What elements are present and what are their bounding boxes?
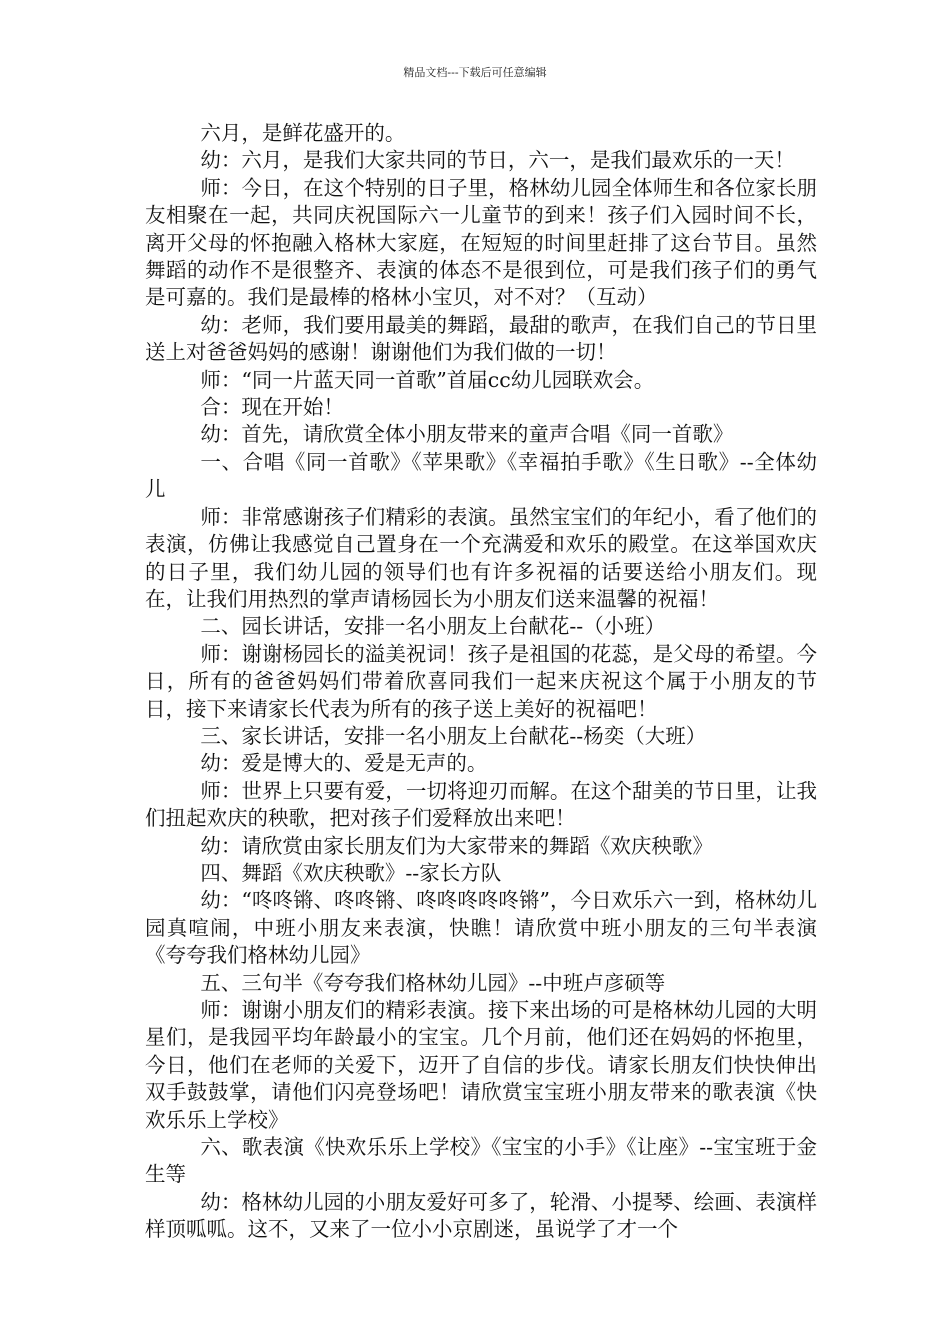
paragraph: 幼：首先，请欣赏全体小朋友带来的童声合唱《同一首歌》 [200,422,734,447]
paragraph: 幼：老师，我们要用最美的舞蹈，最甜的歌声，在我们自己的节日里送上对爸爸妈妈的感谢！谢谢他们为我们做的一切！ [145,312,817,365]
paragraph: 合：现在开始！ [200,395,344,420]
program-item-heading: 二、园长讲话，安排一名小朋友上台献花--（小班） [200,614,666,639]
paragraph: 师：世界上只要有爱，一切将迎刃而解。在这个甜美的节日里，让我们扭起欢庆的秧歌，把对孩子们爱释放出来吧！ [145,778,817,831]
paragraph: 师：谢谢杨园长的溢美祝词！孩子是祖国的花蕊，是父母的希望。今日，所有的爸爸妈妈们带着欣喜同我们一起来庆祝这个属于小朋友的节日，接下来请家长代表为所有的孩子送上美好的祝福吧！ [145,641,817,721]
paragraph: 师：非常感谢孩子们精彩的表演。虽然宝宝们的年纪小，看了他们的表演，仿佛让我感觉自己置身在一个充满爱和欢乐的殿堂。在这举国欢庆的日子里，我们幼儿园的领导们也有许多祝福的话要送给小朋友们。现在，让我们用热烈的掌声请杨园长为小朋友们送来温馨的祝福！ [145,504,817,611]
paragraph: 幼：“咚咚锵、咚咚锵、咚咚咚咚咚锵”，今日欢乐六一到，格林幼儿园真喧闹，中班小朋友来表演，快瞧！请欣赏中班小朋友的三句半表演《夸夸我们格林幼儿园》 [145,888,817,968]
paragraph: 幼：爱是博大的、爱是无声的。 [200,751,488,776]
paragraph: 师：今日，在这个特别的日子里，格林幼儿园全体师生和各位家长朋友相聚在一起，共同庆祝国际六一儿童节的到来！孩子们入园时间不长，离开父母的怀抱融入格林大家庭，在短短的时间里赶排了这台节目。虽然舞蹈的动作不是很整齐、表演的体态不是很到位，可是我们孩子们的勇气是可嘉的。我们是最棒的格林小宝贝，对不对？（互动） [145,175,817,310]
document-body [145,120,817,1244]
paragraph: 幼：请欣赏由家长朋友们为大家带来的舞蹈《欢庆秧歌》 [200,833,713,858]
document-header: 精品文档---下载后可任意编辑 [403,66,547,79]
program-item-heading: 五、三句半《夸夸我们格林幼儿园》--中班卢彦硕等 [200,970,666,995]
paragraph: 幼：六月，是我们大家共同的节日，六一，是我们最欢乐的一天！ [200,148,795,173]
program-item-heading: 四、舞蹈《欢庆秧歌》--家长方队 [200,860,502,885]
paragraph: 师：谢谢小朋友们的精彩表演。接下来出场的可是格林幼儿园的大明星们，是我园平均年龄最小的宝宝。几个月前，他们还在妈妈的怀抱里，今日，他们在老师的关爱下，迈开了自信的步伐。请家长朋友们快快伸出双手鼓鼓掌，请他们闪亮登场吧！请欣赏宝宝班小朋友带来的歌表演《快欢乐乐上学校》 [145,998,817,1132]
paragraph: 六月，是鲜花盛开的。 [200,121,406,145]
program-item-heading: 六、歌表演《快欢乐乐上学校》《宝宝的小手》《让座》--宝宝班于金生等 [145,1135,817,1187]
paragraph: 师：“同一片蓝天同一首歌”首届cc幼儿园联欢会。 [200,367,655,392]
program-item-heading: 一、合唱《同一首歌》《苹果歌》《幸福拍手歌》《生日歌》--全体幼儿 [145,449,817,502]
program-item-heading: 三、家长讲话，安排一名小朋友上台献花--杨奕（大班） [200,723,707,748]
paragraph: 幼：格林幼儿园的小朋友爱好可多了，轮滑、小提琴、绘画、表演样样顶呱呱。这不，又来了一位小小京剧迷，虽说学了才一个 [145,1189,817,1242]
